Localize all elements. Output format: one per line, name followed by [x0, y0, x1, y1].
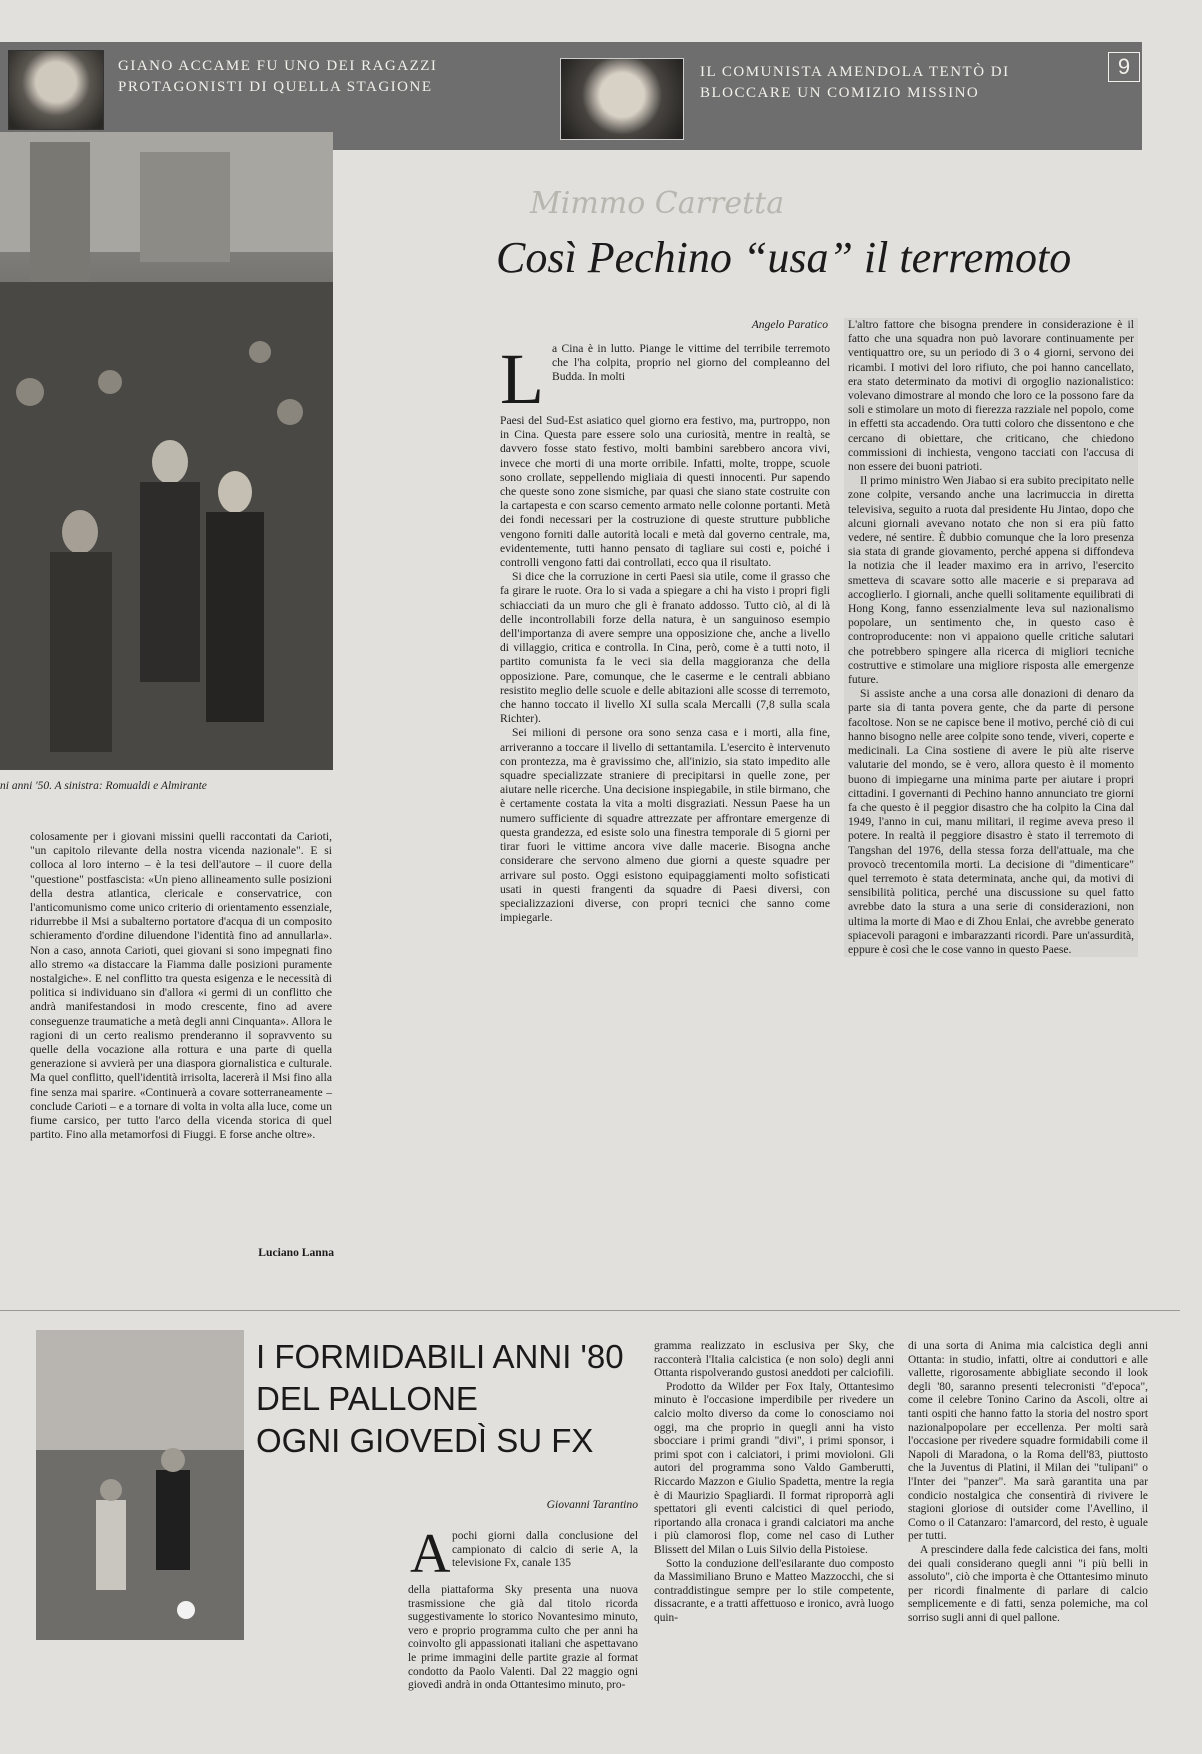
bottom-col1: [408, 1584, 638, 1693]
bottom-col2-p3: Sotto la conduzione dell'esilarante duo composto da Massimiliano Bruno e Matteo Mazzocchi, che si contraddistingue sempre per lo stile competente, dissacrante, e a tratti affettuoso e ironico, avrà luogo quin-: [654, 1557, 894, 1624]
header-right-text: IL COMUNISTA AMENDOLA TENTÒ DI BLOCCARE UN COMIZIO MISSINO: [700, 64, 1010, 101]
header-left-portrait: [8, 50, 104, 130]
article-headline: Così Pechino “usa” il terremoto: [496, 233, 1072, 282]
bottom-col1-opening: pochi giorni dalla conclusione del campionato di calcio di serie A, la televisione Fx, canale 135: [452, 1530, 638, 1570]
bottom-col3-p1: di una sorta di Anima mia calcistica degli anni Ottanta: in studio, infatti, oltre ai conduttori e alle vallette, rigorosamente abbigliate secondo il look degli '80, saranno presenti telecronisti "d'epoca", come il celebre Tonino Carino da Ascoli, oltre ai tanti ospiti che hanno fatto la storia del nostro sport nazionalpopolare per eccellenza. Per molti sarà l'occasione per rivedere squadre formidabili come il Napoli di Maradona, o la Roma dell'83, piuttosto che la Juventus di Platini, il Milan dei "tulipani" o l'Inter dei "panzer". Ma sarà garantita una par condicio nostalgica che consentirà di rivivere le stagioni gloriose di outsider come l'Avellino, il Como o il Catanzaro: l'amarcord, del resto, è uguale per tutti.: [908, 1340, 1148, 1543]
left-paragraph: colosamente per i giovani missini quelli raccontati da Carioti, "un capitolo rilevante della nostra vicenda nazionale". E si colloca al loro interno – è la tesi dell'autore – il cuore della "questione" postfascista: «Un pieno allineamento sulle posizioni della destra atlantica, clericale e conservatrice, con l'anticomunismo come unico criterio di orientamento essenziale, ridurrebbe il Msi a subalterno portatore d'acqua di un composito schieramento d'ordine diluendone l'identità fino ad annullarla». Non a caso, annota Carioti, quei giovani si sono impegnati fino allo stremo «a distaccare la Fiamma dalle posizioni puramente nostalgiche». E nel conflitto tra questa esigenza e le necessità di politica si individuano sin d'allora «i germi di un conflitto che andrà manifestandosi in modo crescente, fino ad avere conseguenze traumatiche a metà degli anni Cinquanta». Allora le ragioni di un certo realismo prenderanno il sopravvento su quelle della vocazione alla rottura e una parte di quella generazione si avvierà per una diaspora giornalistica e culturale. Ma quel conflitto, quell'identità irrisolta, lacererà il Msi fino alla fine senza mai sparire. «Continuerà a covare sotterraneamente – conclude Carioti – e a tornare di volta in volta alla luce, come un fiume carsico, per tutto l'arco della vicenda storica di quel partito. Fino alla metamorfosi di Fiuggi. E forse anche oltre».: [30, 830, 332, 1142]
bottom-title-line: I FORMIDABILI ANNI '80: [256, 1338, 624, 1375]
header-left-text: GIANO ACCAME FU UNO DEI RAGAZZI PROTAGONISTI DI QUELLA STAGIONE: [118, 58, 438, 95]
bottom-col2-p2: Prodotto da Wilder per Fox Italy, Ottantesimo minuto è l'occasione imperdibile per rivedere un calcio molto diverso da come lo conosciamo noi oggi, ma che proprio in quegli anni ha visto sbocciare i primi grandi "divi", i primi sponsor, i primi spot con i calciatori, i primi movioloni. Gli autori del programma sono Valdo Gamberutti, Riccardo Mazzon e Giulio Spadetta, mentre la regia è di Maurizio Spagliardi. Il format riproporrà agli spettatori gli eventi calcistici di quel periodo, riportando alla cronaca i grandi calciatori ma anche i più clamorosi flop, come nel caso di Luther Blissett del Milan o Luis Silvio della Pistoiese.: [654, 1380, 894, 1556]
section-divider: [0, 1310, 1180, 1311]
left-column-text: [30, 830, 332, 1142]
bottom-dropcap: A: [410, 1523, 451, 1585]
bottom-title-line: DEL PALLONE: [256, 1380, 478, 1417]
bottom-col2: [654, 1340, 894, 1625]
football-photo: [36, 1330, 244, 1640]
football-illustration: [36, 1330, 244, 1640]
article-col1-p3: Sei milioni di persone ora sono senza casa e i morti, alla fine, arriveranno a toccare il livello di settantamila. L'esercito è intervenuto con prontezza, ma è gravissimo che, all'inizio, sia stato impedito alle squadre specializzate straniere di precipitarsi in quelle zone, per aiutare nelle ricerche. Una decisione inspiegabile, in stile birmano, che è certamente costata la vita a molti disgraziati. Nessun Paese ha un numero sufficiente di squadre attrezzate per affrontare emergenze di questa grandezza, ed esiste solo una finestra temporale di 5 giorni per tirar fuori le vittime ancora vive dalle macerie. Bisogna anche considerare che servono almeno due giorni a queste squadre per arrivare sul posto. Oggi esistono equipaggiamenti molto sofisticati usati in questi frangenti da squadre di Paesi diversi, con specializzazioni diverse, con propri tecnici che sanno come impiegarle.: [500, 726, 830, 925]
article-byline: Angelo Paratico: [751, 318, 828, 331]
article-col1-p1: Paesi del Sud-Est asiatico quel giorno era festivo, ma, purtroppo, non in Cina. Questa pare essere solo una curiosità, mentre in realtà, se davvero fosse stato festivo, molti bambini sarebbero ancora vivi, invece che morti di una morte orribile. Infatti, molte, troppe, scuole sono crollate, seppellendo migliaia di questi innocenti. Pur sapendo che queste sono zone sismiche, par quasi che siano state costruite con la cartapesta e con scarso cemento armato nelle colonne portanti. Metà dei fondi necessari per la costruzione di queste strutture pubbliche vengono forniti dalle autorità locali e metà dal governo centrale, ma, evidentemente, tutti hanno pensato di tagliare sui costi e, poiché i controlli vengono fatti dai controllati, ecco qua il risultato.: [500, 414, 830, 570]
article-col2-p3: Si assiste anche a una corsa alle donazioni di denaro da parte sia di tanta povera gente, che da parte di persone facoltose. Non se ne capisce bene il motivo, perché ciò di cui hanno bisogno nelle aree colpite sono tende, viveri, coperte e medicinali. La Cina sostiene di avere le più alte riserve valutarie del mondo, se è vero, allora questo è il momento buono di impiegarne una minima parte per aiutare i propri cittadini. I governanti di Pechino hanno annunciato tre giorni fa che questo è il peggior disastro che ha colpito la Cina dal 1949, l'anno in cui, manu militari, il regime aveva preso il potere. In realtà il peggiore disastro è stato il terremoto di Tangshan del 1976, della stessa forza dell'attuale, ma che provocò trecentomila morti. La decisione di "dimenticare" quel terremoto è stata determinata, anche qui, da motivi di sensibilità politica, perché una discussione su quel fatto avrebbe dato la stura a una serie di considerazioni, non ultima la morte di Mao e di Zhou Enlai, che avrebbe generato spiacevoli paragoni e imbarazzanti ricordi. Pare un'assurdità, eppure è così che le cose vanno in questo Paese.: [848, 687, 1134, 956]
crowd-illustration: [0, 132, 333, 770]
article-col1-p2: Si dice che la corruzione in certi Paesi sia utile, come il grasso che fa girare le ruote. Ora lo si vada a spiegare a chi ha visto i propri figli schiacciati da un muro che gli è franato addosso. Tutto ciò, al di là delle incontrollabili forze della natura, è un sanguinoso esempio dell'importanza di avere sempre una opposizione che, anche a livello di villaggio, critica e controlla. In Cina, però, come è a tutti noto, il partito comunista fa le veci sia della maggioranza che della opposizione. Pare, comunque, che le caserme e le centrali abbiano resistito meglio delle scuole e delle abitazioni alle scosse di terremoto, che hanno toccato il livello XI sulla scala Mercalli (7,8 sulla scala Richter).: [500, 570, 830, 726]
bottom-col3-p2: A prescindere dalla fede calcistica dei fans, molti dei quali considerano quegli anni "i più belli in assoluto", ciò che importa è che Ottantesimo minuto per ricordi finalmente di parlare di calcio semplicemente e di fatti, senza polemiche, ma col sorriso sugli anni di quel pallone.: [908, 1543, 1148, 1624]
article-kicker: Mimmo Carretta: [530, 186, 785, 221]
main-photo: [0, 132, 333, 770]
bottom-title-line: OGNI GIOVEDÌ SU FX: [256, 1422, 594, 1459]
article-col2: [844, 318, 1138, 957]
header-right-portrait: [560, 58, 684, 140]
page-number: 9: [1108, 52, 1140, 82]
article-col1-start: [552, 342, 830, 385]
left-signature: Luciano Lanna: [258, 1246, 334, 1259]
article-col2-p2: Il primo ministro Wen Jiabao si era subito precipitato nelle zone colpite, versando anche una lacrimuccia in diretta televisiva, seguito a ruota dal presidente Hu Jintao, dopo che alcuni giornali avevano notato che non si era più fatto vedere, né sentire. È dubbio comunque che la loro presenza sia stata di grande giovamento, perché appena si diffondeva la notizia che il leader maximo era in arrivo, l'esercito smetteva di scavare sotto alle macerie e si preparava ad accoglierlo. I giornali, anche quelli solitamente equilibrati di Hong Kong, fanno essenzialmente leva sul nazionalismo popolare, un sentimento che, in questo caso è controproducente: non vi appaiono quelle critiche salutari che potrebbero spingere alla ricerca di migliori tecniche costruttive e stimolare una migliore risposta alle emergenze future.: [848, 474, 1134, 687]
article-col2-p1: L'altro fattore che bisogna prendere in considerazione è il fatto che una squadra non può lavorare continuamente per ventiquattro ore, su un periodo di 3 o 4 giorni, servono dei ricambi. I motivi del loro rifiuto, che poi hanno cancellato, era stato determinato da motivi di orgoglio nazionalistico: volevano dimostrare al mondo che loro ce la possono fare da soli e stimolare un moto di fierezza razziale nel popolo, come in effetti sta accadendo. Ora tutti coloro che dissentono e che cercano di obiettare, che criticano, che chiedono commissioni di inchiesta, vengono tacciati con l'accusa di non essere dei buoni patrioti.: [848, 318, 1134, 474]
photo-caption: ni anni '50. A sinistra: Romualdi e Almirante: [0, 780, 207, 792]
bottom-col1-rest: della piattaforma Sky presenta una nuova trasmissione che già dal titolo ricorda suggestivamente lo storico Novantesimo minuto, vero e proprio programma culto che per anni ha coinvolto gli appassionati italiani che aspettavano le prime immagini delle partite grazie al format condotto da Paolo Valenti. Dal 22 maggio ogni giovedì andrà in onda Ottantesimo minuto, pro-: [408, 1584, 638, 1692]
article-dropcap: L: [500, 339, 544, 419]
article-col1-opening: a Cina è in lutto. Piange le vittime del terribile terremoto che l'ha colpita, proprio nel giorno del compleanno del Budda. In molti: [552, 342, 830, 384]
article-col1: [500, 414, 830, 925]
bottom-byline: Giovanni Tarantino: [546, 1498, 638, 1511]
bottom-col1-start: [452, 1530, 638, 1571]
bottom-col2-p1: gramma realizzato in esclusiva per Sky, che racconterà l'Italia calcistica (e non solo) degli anni Ottanta rispolverando gustosi aneddoti per calciofili.: [654, 1340, 894, 1380]
bottom-title: [256, 1336, 636, 1462]
bottom-col3: [908, 1340, 1148, 1625]
